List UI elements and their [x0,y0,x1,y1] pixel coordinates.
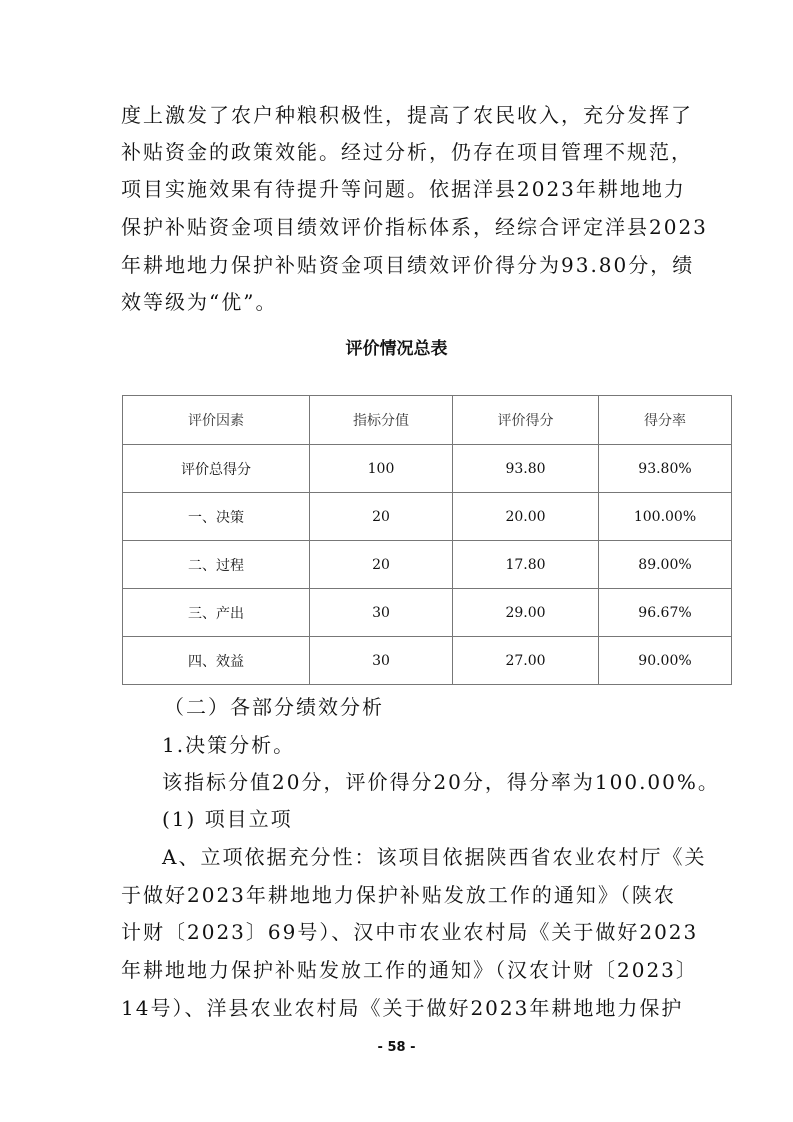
column-header: 指标分值 [310,396,453,445]
item-heading: (1) 项目立项 [162,807,293,831]
table-header-row [123,396,732,445]
column-header: 评价得分 [453,396,599,445]
table-cell: 27.00 [453,637,599,685]
table-cell: 评价总得分 [123,445,310,493]
table-cell: 30 [310,637,453,685]
table-cell: 四、效益 [123,637,310,685]
table-row [123,637,732,685]
column-header: 评价因素 [123,396,310,445]
text-line: 年耕地地力保护补贴发放工作的通知》（汉农计财〔2023〕 [121,958,698,982]
table-cell: 30 [310,589,453,637]
table-cell: 100.00% [599,493,732,541]
table-row [123,493,732,541]
evaluation-summary-table [122,395,732,685]
table-cell: 20 [310,541,453,589]
column-header: 得分率 [599,396,732,445]
table-cell: 一、决策 [123,493,310,541]
table-cell: 20 [310,493,453,541]
page-number: - 58 - [377,1040,416,1055]
table-cell: 17.80 [453,541,599,589]
table-cell: 96.67% [599,589,732,637]
text-line: 项目实施效果有待提升等问题。依据洋县2023年耕地地力 [121,177,686,201]
text-line: A、立项依据充分性：该项目依据陕西省农业农村厅《关 [162,845,707,869]
table-row [123,541,732,589]
decision-summary: 该指标分值20分，评价得分20分，得分率为100.00%。 [162,770,720,794]
text-line: 补贴资金的政策效能。经过分析，仍存在项目管理不规范， [121,140,693,164]
text-line: 保护补贴资金项目绩效评价指标体系，经综合评定洋县2023 [121,215,708,239]
table-cell: 90.00% [599,637,732,685]
text-line: 效等级为“优”。 [121,290,278,314]
table-cell: 20.00 [453,493,599,541]
text-line: 年耕地地力保护补贴资金项目绩效评价得分为93.80分，绩 [121,253,695,277]
subsection-heading: 1.决策分析。 [162,733,296,757]
text-line: 计财〔2023〕69号）、汉中市农业农村局《关于做好2023 [121,920,699,944]
table-cell: 二、过程 [123,541,310,589]
table-cell: 89.00% [599,541,732,589]
table-row [123,445,732,493]
table-row [123,589,732,637]
table-cell: 29.00 [453,589,599,637]
text-line: 14号）、洋县农业农村局《关于做好2023年耕地地力保护 [121,996,684,1020]
text-line: 于做好2023年耕地地力保护补贴发放工作的通知》（陕农 [121,883,676,907]
table-title: 评价情况总表 [345,339,448,359]
table-cell: 100 [310,445,453,493]
text-line: 度上激发了农户种粮积极性，提高了农民收入，充分发挥了 [121,103,693,127]
table-cell: 93.80 [453,445,599,493]
table-cell: 93.80% [599,445,732,493]
table-cell: 三、产出 [123,589,310,637]
section-heading: （二）各部分绩效分析 [164,695,384,719]
